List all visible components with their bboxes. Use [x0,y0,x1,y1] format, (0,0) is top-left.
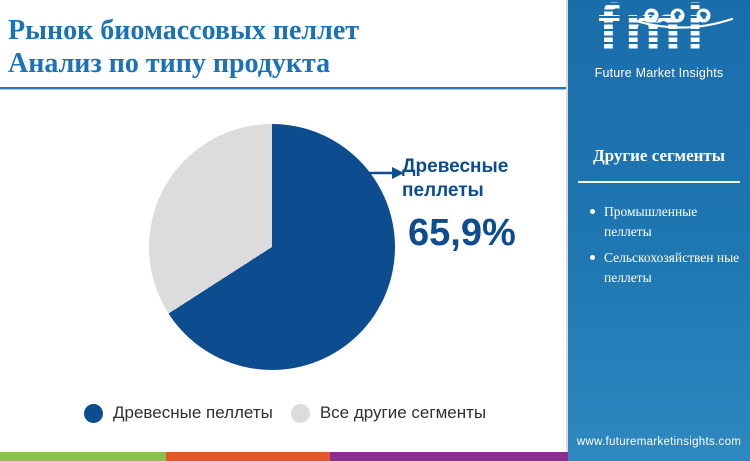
website-link[interactable]: www.futuremarketinsights.com [576,436,742,448]
legend-dot-blue-icon [84,404,103,423]
other-segments-list [590,202,742,293]
page-title-line1: Рынок биомассовых пеллет [8,15,360,46]
pie-chart [149,124,395,370]
list-item-label: Промышленные пеллеты [604,204,698,240]
legend-item-other-segments [291,403,486,423]
brand-sidebar [568,0,750,461]
footer-stripe-orange [166,452,330,461]
callout-value: 65,9% [408,212,516,254]
page-title [8,14,548,80]
legend-dot-gray-icon [291,404,310,423]
list-item-label: Сельскохозяйствен ные пеллеты [604,249,740,285]
list-item [590,248,742,289]
legend-label: Все другие сегменты [319,403,487,422]
title-divider [0,87,568,90]
bullet-icon [590,255,595,260]
callout-label: Древесные пеллеты [402,156,509,202]
chart-legend [84,403,486,423]
logo-subtitle: Future Market Insights [594,66,724,80]
list-item [590,202,742,243]
legend-label: Древесные пеллеты [113,403,273,422]
callout-arrow-icon [366,164,406,182]
footer-stripes [0,452,568,461]
sidebar-section-title: Другие сегменты [592,146,726,165]
fmi-logo: fmi [598,0,709,62]
footer-stripe-green [0,452,166,461]
legend-item-wood-pellets [84,403,273,423]
footer-stripe-purple [330,452,568,461]
bullet-icon [590,209,595,214]
sidebar-divider [578,181,740,183]
page-title-line2: Анализ по типу продукта [8,48,331,80]
